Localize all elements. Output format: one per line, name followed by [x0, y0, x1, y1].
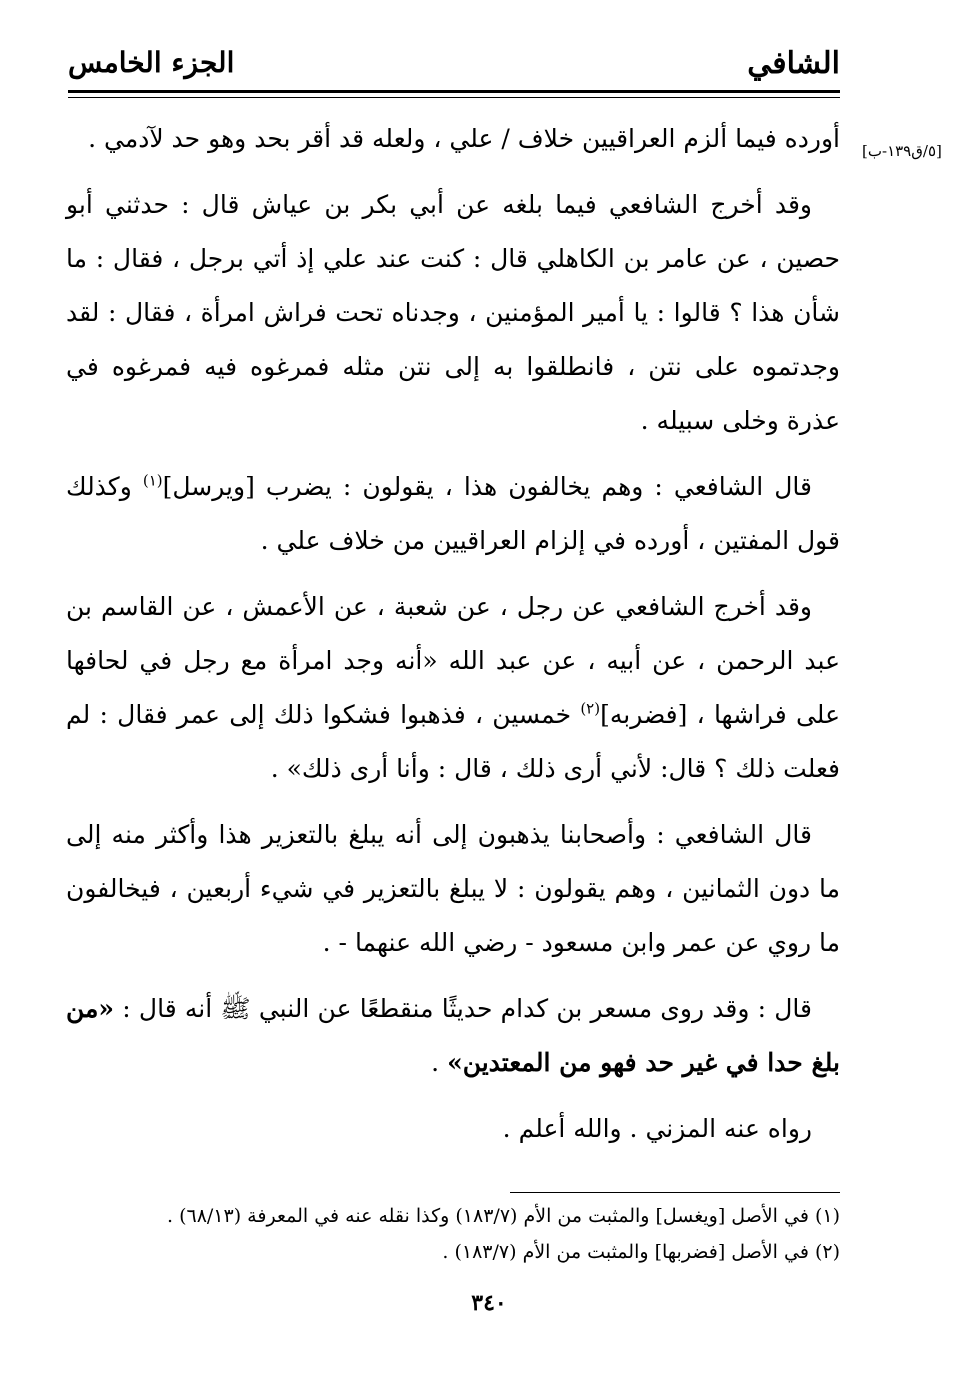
paragraph-3 [66, 460, 840, 568]
page-number: ٣٤٠ [471, 1290, 507, 1316]
main-text [66, 112, 840, 1168]
manuscript-folio-note: [٥/ق١٣٩-ب] [862, 142, 942, 160]
paragraph-4-text-b: خمسين ، فذهبوا فشكوا ذلك إلى عمر فقال : لم فعلت ذلك ؟ قال: لأني أرى ذلك ، قال : وأنا أرى ذلك» . [66, 700, 840, 783]
footnote-2: (٢) في الأصل [فضربها] والمثبت من الأم (١٨٣/٧) . [442, 1241, 840, 1263]
paragraph-1: أورده فيما ألزم العراقيين خلاف / علي ، ولعله قد أقر بحد وهو حد لآدمي . [88, 124, 840, 153]
part-title: الجزء الخامس [68, 46, 235, 79]
hadith-quote: «من بلغ حدا في غير حد فهو من المعتدين» [66, 994, 840, 1077]
header-rule-thin [68, 97, 840, 98]
paragraph-6 [66, 982, 840, 1090]
paragraph-4 [66, 580, 840, 796]
footnote-ref-2: (٢) [580, 699, 601, 718]
paragraph-2: وقد أخرج الشافعي فيما بلغه عن أبي بكر بن عياش قال : حدثني أبو حصين ، عن عامر بن الكاهلي قال : كنت عند علي إذ أتي برجل ، فقال : ما شأن هذا ؟ قالوا : يا أمير المؤمنين ، وجدناه تحت فراش امرأة ، فقال : لقد وجدتموه على نتن ، فانطلقوا به إلى نتن مثله فمرغوه فيه فمرغوه في عذرة وخلى سبيله . [66, 190, 840, 435]
running-header [68, 38, 840, 88]
paragraph-3-text-b: وكذلك قول المفتين ، أورده في إلزام العراقيين من خلاف علي . [66, 472, 840, 555]
paragraph-5: قال الشافعي : وأصحابنا يذهبون إلى أنه يبلغ بالتعزير هذا وأكثر منه إلى ما دون الثمانين ، وهم يقولون : لا يبلغ بالتعزير في شيء أربعين ، فيخالفون ما روي عن عمر وابن مسعود - رضي الله عنهما - . [66, 820, 840, 957]
paragraph-3-text-a: قال الشافعي : وهم يخالفون هذا ، يقولون : يضرب [ويرسل] [162, 472, 812, 501]
footnote-separator [510, 1192, 840, 1193]
paragraph-7: رواه عنه المزني . والله أعلم . [502, 1114, 812, 1143]
header-rule-thick [68, 90, 840, 93]
footnote-ref-1: (١) [142, 471, 163, 490]
footnotes [100, 1198, 840, 1270]
paragraph-6-text-b: . [431, 1048, 448, 1077]
book-title: الشافي [747, 46, 840, 81]
footnote-1: (١) في الأصل [ويغسل] والمثبت من الأم (١٨٣/٧) وكذا نقله عنه في المعرفة (٦٨/١٣) . [167, 1205, 840, 1227]
paragraph-6-text-a: قال : وقد روى مسعر بن كدام حديثًا منقطعًا عن النبي ﷺ أنه قال : [114, 994, 812, 1023]
paragraph-4-text-a: وقد أخرج الشافعي عن رجل ، عن شعبة ، عن الأعمش ، عن القاسم بن عبد الرحمن ، عن أبيه ، عن عبد الله «أنه وجد امرأة مع رجل في لحافها على فراشها ، [فضربه] [66, 592, 840, 729]
